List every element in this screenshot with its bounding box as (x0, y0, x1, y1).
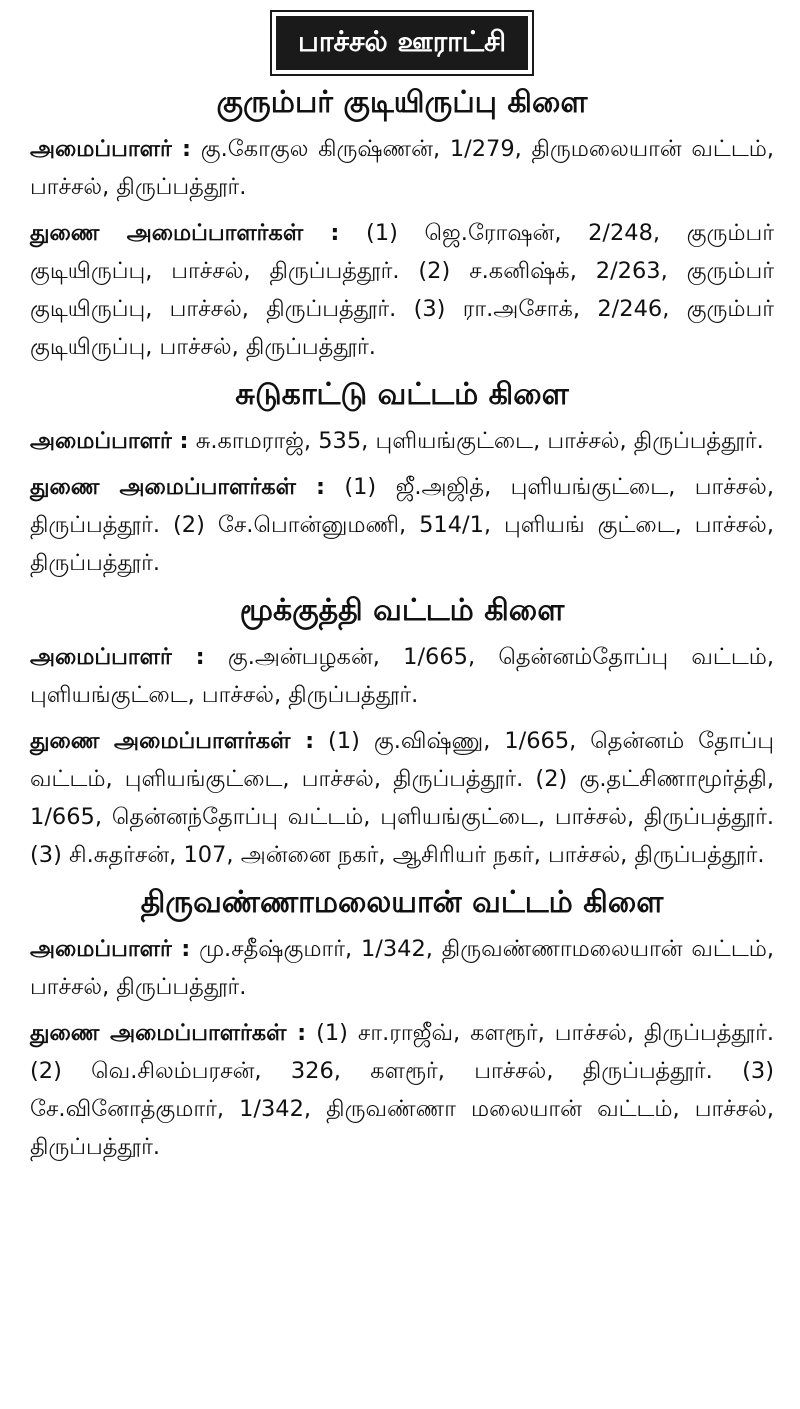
organizer-label: அமைப்பாளர் : (30, 136, 192, 162)
deputy-label: துணை அமைப்பாளர்கள் : (30, 728, 315, 754)
deputy-paragraph (30, 1014, 774, 1166)
organizer-paragraph (30, 130, 774, 206)
deputy-label: துணை அமைப்பாளர்கள் : (30, 220, 340, 246)
organizer-paragraph (30, 638, 774, 714)
deputy-text: (1) சா.ராஜீவ், களரூர், பாச்சல், திருப்பத்தூர். (2) வெ.சிலம்பரசன், 326, களரூர், பாச்சல், திருப்பத்தூர். (3) சே.வினோத்குமார், 1/342, திருவண்ணா மலையான் வட்டம், பாச்சல், திருப்பத்தூர். (30, 1020, 774, 1160)
organizer-label: அமைப்பாளர் : (30, 644, 205, 670)
deputy-text: (1) ஜீ.அஜித், புளியங்குட்டை, பாச்சல், திருப்பத்தூர். (2) சே.பொன்னுமணி, 514/1, புளியங் குட்டை, பாச்சல், திருப்பத்தூர். (30, 474, 774, 576)
branch-title: சுடுகாட்டு வட்டம் கிளை (235, 377, 569, 412)
organizer-text: சு.காமராஜ், 535, புளியங்குட்டை, பாச்சல், திருப்பத்தூர். (195, 428, 764, 454)
branch-title: திருவண்ணாமலையான் வட்டம் கிளை (140, 885, 664, 920)
organizer-text: கு.கோகுல கிருஷ்ணன், 1/279, திருமலையான் வட்டம், பாச்சல், திருப்பத்தூர். (30, 136, 774, 200)
branch-section (30, 374, 774, 582)
organizer-label: அமைப்பாளர் : (30, 428, 189, 454)
deputy-paragraph (30, 722, 774, 874)
branch-section (30, 590, 774, 874)
deputy-paragraph (30, 214, 774, 366)
header (30, 14, 774, 72)
organizer-text: கு.அன்பழகன், 1/665, தென்னம்தோப்பு வட்டம், புளியங்குட்டை, பாச்சல், திருப்பத்தூர். (30, 644, 774, 708)
branch-section (30, 82, 774, 366)
organizer-paragraph (30, 930, 774, 1006)
branch-title: மூக்குத்தி வட்டம் கிளை (239, 593, 565, 628)
deputy-text: (1) ஜெ.ரோஷன், 2/248, குரும்பர் குடியிருப்பு, பாச்சல், திருப்பத்தூர். (2) ச.கனிஷ்க், 2/263, குரும்பர் குடியிருப்பு, பாச்சல், திருப்பத்தூர். (3) ரா.அசோக், 2/246, குரும்பர் குடியிருப்பு, பாச்சல், திருப்பத்தூர். (30, 220, 775, 360)
deputy-label: துணை அமைப்பாளர்கள் : (30, 1020, 307, 1046)
panchayat-title: பாச்சல் ஊராட்சி (274, 14, 530, 72)
branch-title: குரும்பர் குடியிருப்பு கிளை (216, 85, 588, 120)
deputy-label: துணை அமைப்பாளர்கள் : (30, 474, 325, 500)
deputy-paragraph (30, 468, 774, 582)
organizer-text: மு.சதீஷ்குமார், 1/342, திருவண்ணாமலையான் வட்டம், பாச்சல், திருப்பத்தூர். (30, 936, 774, 1000)
branch-section (30, 882, 774, 1166)
organizer-paragraph (30, 422, 774, 460)
organizer-label: அமைப்பாளர் : (30, 936, 191, 962)
deputy-text: (1) கு.விஷ்ணு, 1/665, தென்னம் தோப்பு வட்டம், புளியங்குட்டை, பாச்சல், திருப்பத்தூர். (2) கு.தட்சிணாமூர்த்தி, 1/665, தென்னந்தோப்பு வட்டம், புளியங்குட்டை, பாச்சல், திருப்பத்தூர். (3) சி.சுதர்சன், 107, அன்னை நகர், ஆசிரியர் நகர், பாச்சல், திருப்பத்தூர். (30, 728, 775, 868)
